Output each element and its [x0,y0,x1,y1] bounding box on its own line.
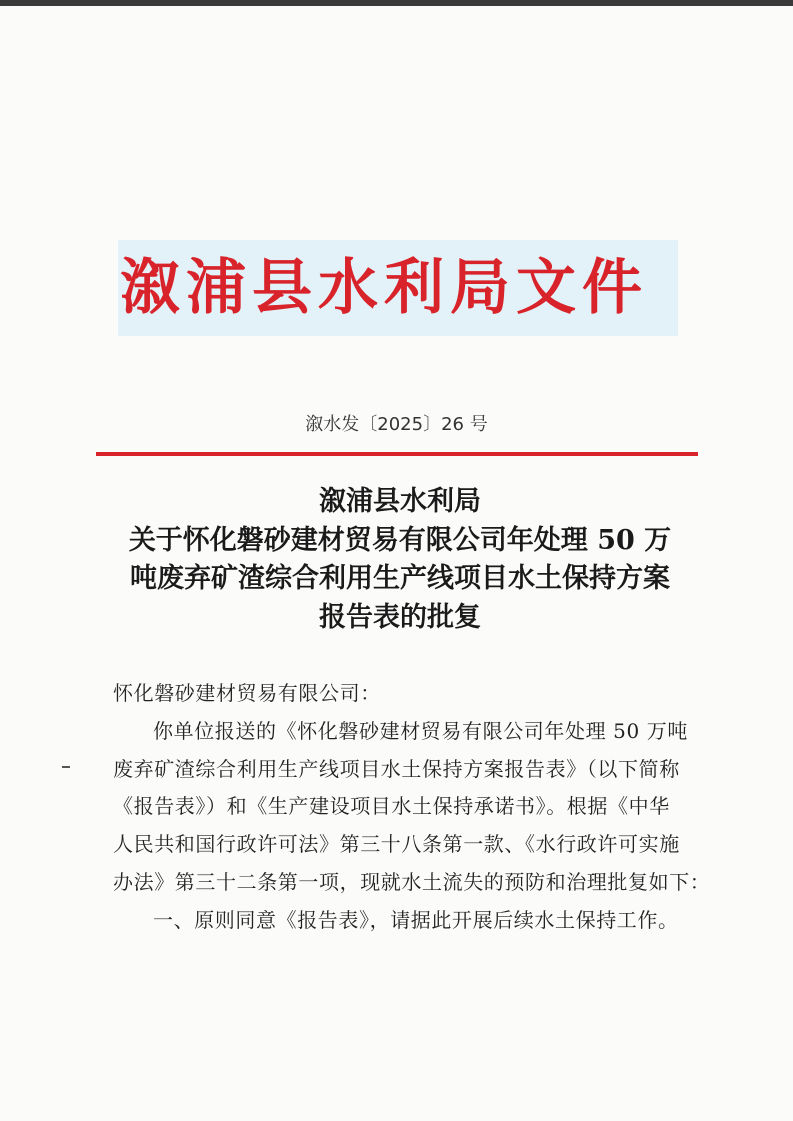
addressee: 怀化磐砂建材贸易有限公司： [113,681,381,705]
red-divider [96,452,698,456]
masthead-title: 溆浦县水利局文件 [120,253,648,323]
margin-mark [62,766,70,768]
document-body [113,675,711,940]
body-line: 一、原则同意《报告表》，请据此开展后续水土保持工作。 [153,907,679,932]
body-line: 废弃矿渣综合利用生产线项目水土保持方案报告表》（以下简称 [113,756,680,781]
title-line: 关于怀化磐砂建材贸易有限公司年处理 50 万 [128,524,672,556]
scan-top-edge [0,0,793,6]
body-line: 《报告表》）和《生产建设项目水土保持承诺书》。根据《中华 [113,794,670,819]
title-line: 报告表的批复 [319,601,481,633]
document-title [100,483,700,637]
title-line: 溆浦县水利局 [319,486,481,517]
body-line: 人民共和国行政许可法》第三十八条第一款、《水行政许可实施 [113,832,680,857]
document-number: 溆水发〔2025〕26 号 [305,414,488,435]
body-line: 你单位报送的《怀化磐砂建材贸易有限公司年处理 50 万吨 [153,718,688,743]
title-line: 吨废弃矿渣综合利用生产线项目水土保持方案 [130,563,670,594]
body-line: 办法》第三十二条第一项，现就水土流失的预防和治理批复如下： [113,869,711,894]
